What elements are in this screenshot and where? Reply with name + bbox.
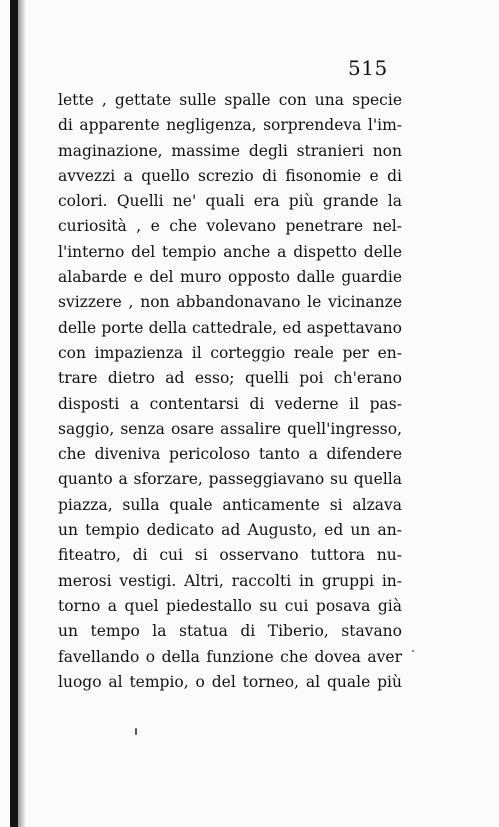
text-line: disposti a contentarsi di vederne il pas- — [58, 394, 402, 413]
text-line: che diveniva pericoloso tanto a difendere — [58, 445, 402, 464]
text-line: luogo al tempio, o del torneo, al quale più — [58, 672, 402, 691]
ink-speck — [412, 650, 414, 652]
text-line: quanto a sforzare, passeggiavano su quella — [58, 470, 402, 489]
text-line: maginazione, massime degli stranieri non — [58, 141, 402, 160]
text-line: di apparente negligenza, sorprendeva l'im- — [58, 116, 402, 135]
text-line: l'interno del tempio anche a dispetto delle — [58, 242, 402, 261]
text-line: fiteatro, di cui si osservano tuttora nu- — [58, 546, 402, 565]
text-line: svizzere , non abbandonavano le vicinanze — [58, 293, 402, 312]
text-line: piazza, sulla quale anticamente si alzava — [58, 495, 402, 514]
binding-edge — [10, 0, 18, 827]
text-line: avvezzi a quello screzio di fisonomie e di — [58, 166, 402, 185]
text-line: colori. Quelli ne' quali era più grande la — [58, 192, 402, 211]
ink-speck — [135, 728, 137, 735]
page-number: 515 — [348, 56, 388, 80]
binding-shadow — [18, 0, 26, 827]
text-line: curiosità , e che volevano penetrare nel- — [58, 217, 402, 236]
body-text — [58, 88, 402, 695]
text-line: un tempio dedicato ad Augusto, ed un an- — [58, 521, 402, 540]
text-line: lette , gettate sulle spalle con una specie — [58, 91, 402, 109]
text-line: un tempo la statua di Tiberio, stavano — [58, 622, 402, 641]
text-line: alabarde e del muro opposto dalle guardie — [58, 268, 402, 287]
text-line: saggio, senza osare assalire quell'ingresso, — [58, 419, 402, 438]
text-line: delle porte della cattedrale, ed aspettavano — [58, 318, 402, 337]
text-line: merosi vestigi. Altri, raccolti in gruppi in- — [58, 571, 402, 590]
text-line: favellando o della funzione che dovea aver — [58, 647, 402, 666]
text-line: torno a quel piedestallo su cui posava già — [58, 596, 402, 615]
text-line: con impazienza il corteggio reale per en- — [58, 343, 402, 362]
text-line: trare dietro ad esso; quelli poi ch'erano — [58, 369, 402, 388]
